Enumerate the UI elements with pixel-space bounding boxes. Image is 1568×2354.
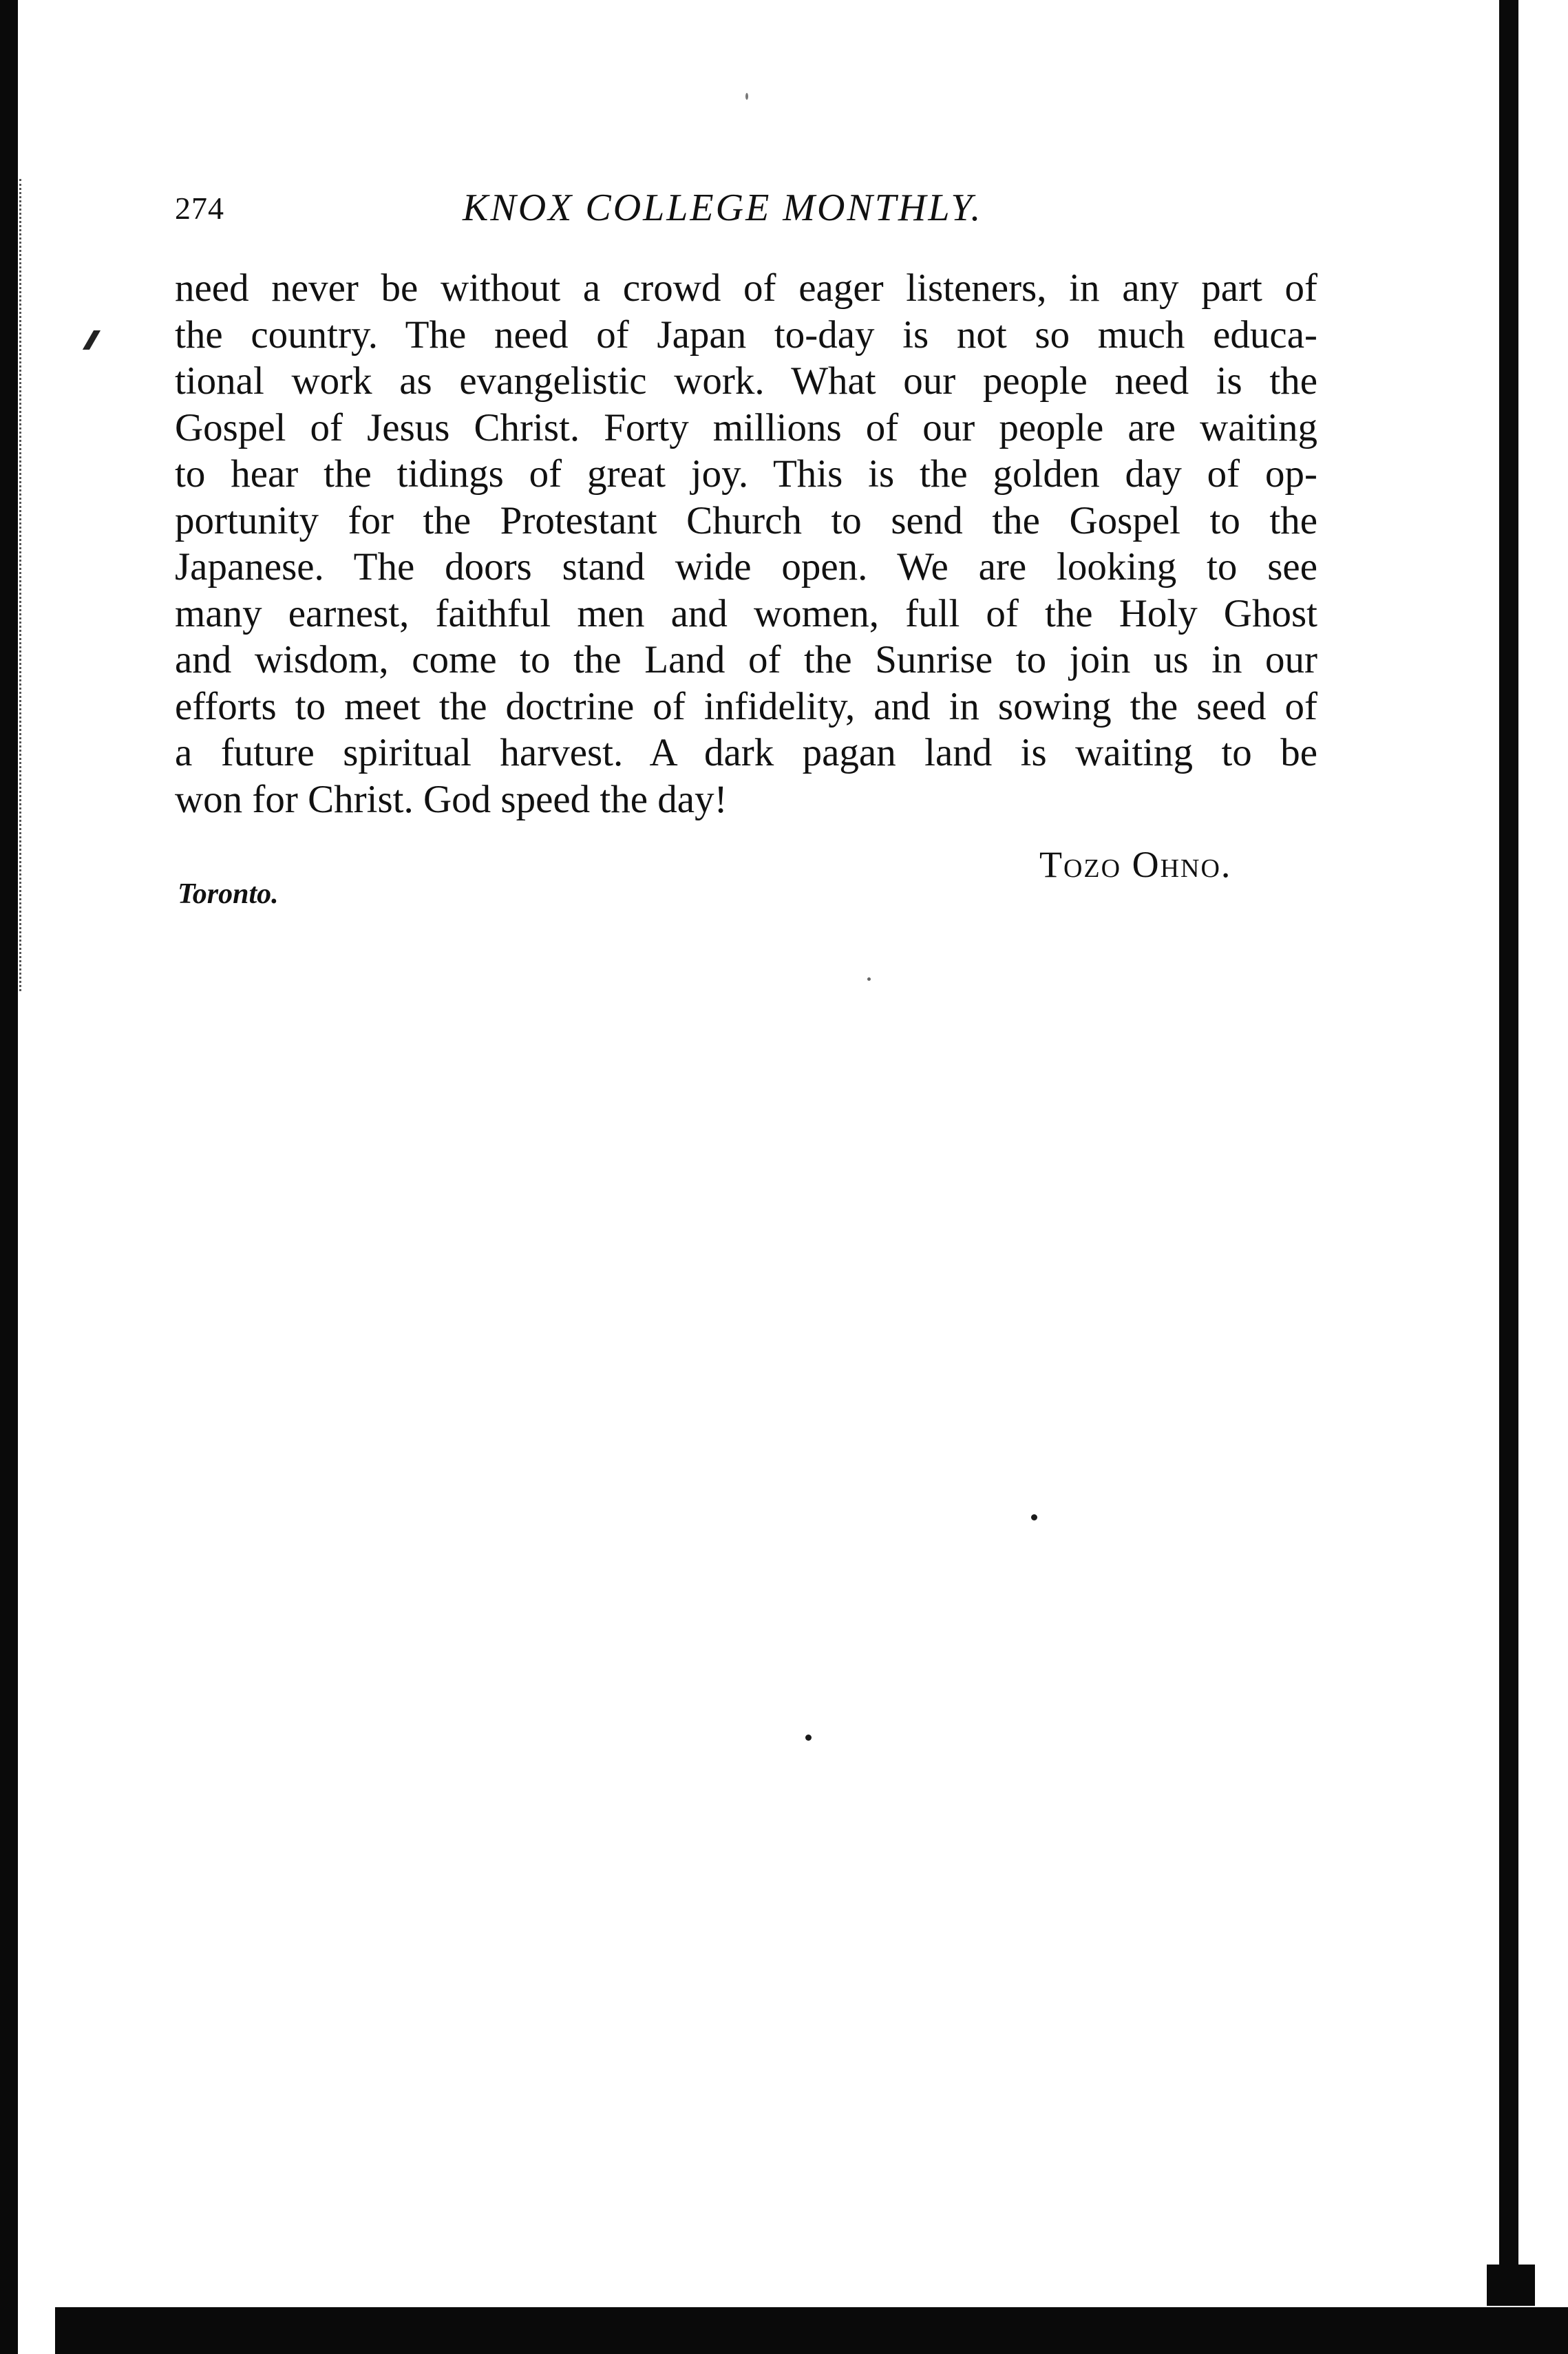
text-line: the country. The need of Japan to-day is not so much educa- (175, 312, 1317, 357)
margin-tick-mark (83, 330, 100, 350)
text-line: Gospel of Jesus Christ. Forty millions of our people are waiting (175, 405, 1317, 449)
scan-right-edge-foot (1487, 2265, 1535, 2306)
text-line: efforts to meet the doctrine of infidelity, and in sowing the seed of (175, 684, 1317, 728)
text-line: won for Christ. God speed the day! (175, 777, 728, 821)
text-line: a future spiritual harvest. A dark pagan land is waiting to be (175, 731, 1317, 774)
author-signature: Tozo Ohno. (1039, 844, 1232, 885)
text-line: and wisdom, come to the Land of the Sunrise to join us in our (175, 638, 1317, 681)
running-header (175, 186, 1317, 241)
page-number: 274 (175, 191, 224, 226)
running-title: KNOX COLLEGE MONTHLY. (463, 187, 983, 229)
ink-speck (745, 93, 748, 100)
scan-left-edge (0, 0, 18, 2354)
text-line: many earnest, faithful men and women, full of the Holy Ghost (175, 591, 1317, 635)
text-line: need never be without a crowd of eager listeners, in any part of (175, 266, 1317, 310)
text-line: Japanese. The doors stand wide open. We are looking to see (175, 545, 1317, 588)
scan-gutter-dots (19, 179, 24, 991)
text-line: portunity for the Protestant Church to send the Gospel to the (175, 498, 1317, 542)
ink-speck (805, 1735, 812, 1741)
scan-right-edge (1499, 0, 1518, 2302)
ink-speck (1031, 1514, 1037, 1520)
article-body (175, 265, 1317, 823)
ink-speck (867, 977, 871, 981)
signature-place: Toronto. (178, 878, 279, 910)
scan-bottom-edge (55, 2307, 1568, 2354)
text-line: tional work as evangelistic work. What our people need is the (175, 359, 1317, 403)
text-line: to hear the tidings of great joy. This is the golden day of op- (175, 452, 1317, 496)
